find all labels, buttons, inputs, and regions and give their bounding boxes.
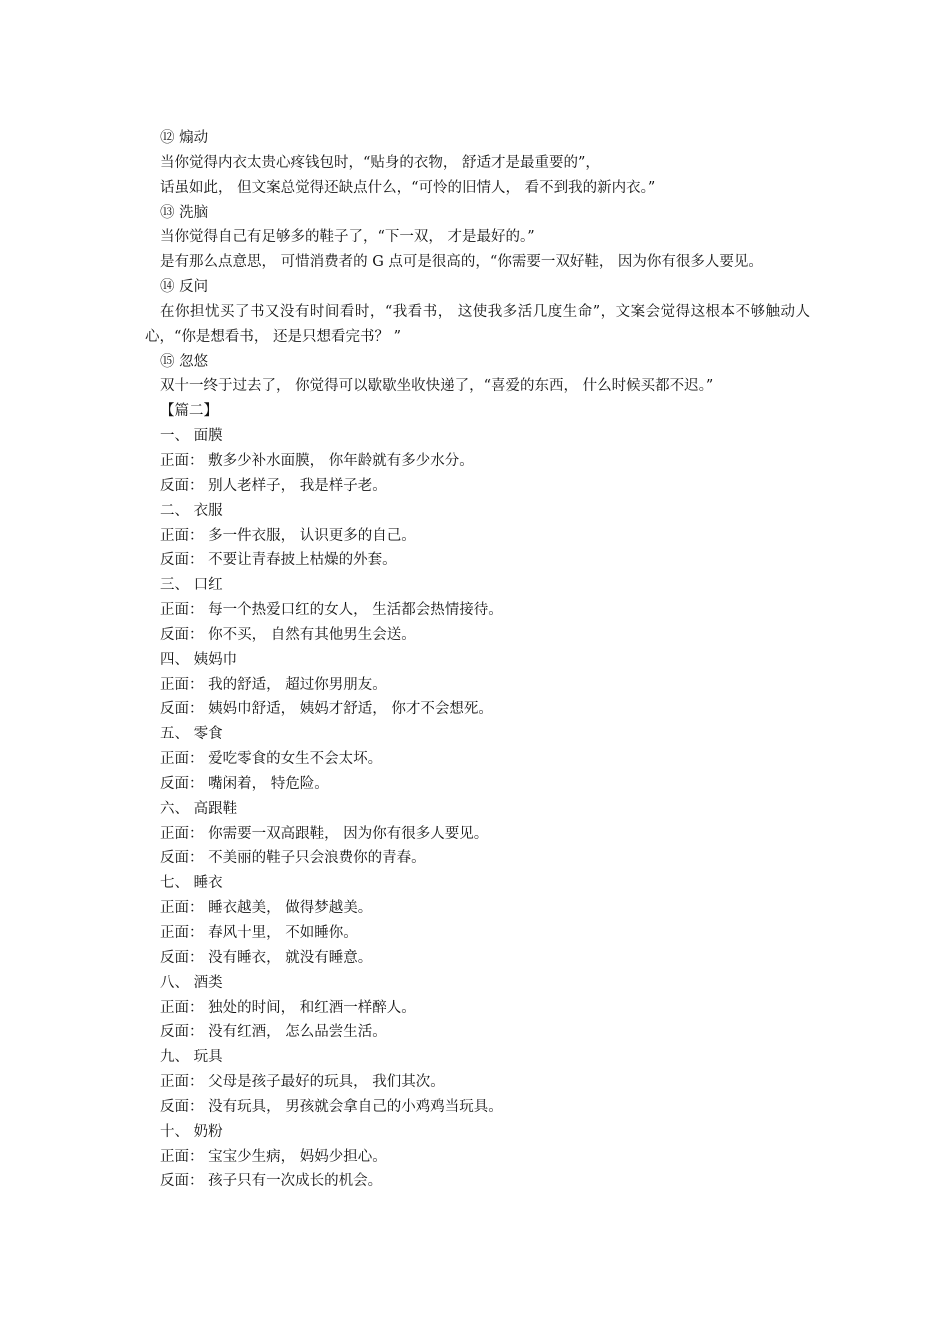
item-line: 反面： 姨妈巾舒适， 姨妈才舒适， 你才不会想死。	[160, 701, 493, 718]
item-line: 正面： 睡衣越美， 做得梦越美。	[160, 900, 373, 917]
item-line: 反面： 嘴闲着， 特危险。	[160, 775, 329, 792]
item-pajamas	[145, 871, 810, 970]
item-line: 正面： 多一件衣服， 认识更多的自己。	[160, 527, 416, 544]
subheading-12: ⑫ 煽动	[160, 130, 209, 146]
item-line: 反面： 没有玩具， 男孩就会拿自己的小鸡鸡当玩具。	[160, 1098, 503, 1115]
item-line: 正面： 我的舒适， 超过你男朋友。	[160, 676, 387, 693]
item-milk-powder	[145, 1120, 810, 1195]
subheading-15: ⑮ 忽悠	[160, 353, 209, 370]
item-heading: 一、 面膜	[160, 428, 223, 445]
subheading-13: ⑬ 洗脑	[160, 204, 209, 221]
text-line: 当你觉得内衣太贵心疼钱包时，“贴身的衣物， 舒适才是最重要的”，	[160, 154, 600, 171]
item-line: 反面： 没有红酒， 怎么品尝生活。	[160, 1024, 387, 1041]
text-line: 双十一终于过去了， 你觉得可以歇歇坐收快递了，“喜爱的东西， 什么时候买都不迟。”	[160, 378, 714, 395]
item-toys	[145, 1045, 810, 1120]
item-snacks	[145, 722, 810, 797]
item-line: 反面： 你不买， 自然有其他男生会送。	[160, 626, 416, 643]
item-line: 正面： 春风十里， 不如睡你。	[160, 925, 358, 941]
item-heading: 十、 奶粉	[160, 1123, 223, 1140]
item-line: 反面： 别人老样子， 我是样子老。	[160, 477, 387, 494]
item-heading: 七、 睡衣	[160, 875, 223, 892]
item-wine	[145, 971, 810, 1046]
item-heading: 八、 酒类	[160, 974, 223, 991]
item-line: 正面： 父母是孩子最好的玩具， 我们其次。	[160, 1074, 445, 1091]
item-line: 反面： 不要让青春披上枯燥的外套。	[160, 552, 397, 569]
document-body	[145, 126, 810, 1194]
item-line: 正面： 敷多少补水面膜， 你年龄就有多少水分。	[160, 452, 474, 469]
item-line: 反面： 不美丽的鞋子只会浪费你的青春。	[160, 850, 426, 867]
subheading-14: ⑭ 反问	[160, 279, 209, 296]
text-line: 当你觉得自己有足够多的鞋子了，“下一双， 才是最好的。”	[160, 229, 535, 246]
item-lipstick	[145, 573, 810, 648]
item-line: 反面： 孩子只有一次成长的机会。	[160, 1173, 383, 1190]
item-line: 反面： 没有睡衣， 就没有睡意。	[160, 949, 373, 966]
item-heading: 六、 高跟鞋	[160, 800, 238, 817]
text-paragraph: 是有那么点意思， 可惜消费者的 G 点可是很高的，“你需要一双好鞋， 因为你有很多人要见。	[160, 254, 763, 271]
item-line: 正面： 每一个热爱口红的女人， 生活都会热情接待。	[160, 602, 503, 619]
item-heading: 五、 零食	[160, 726, 223, 743]
item-line: 正面： 宝宝少生病， 妈妈少担心。	[160, 1148, 387, 1165]
item-heading: 四、 姨妈巾	[160, 651, 238, 668]
item-sanitary-pad	[145, 648, 810, 723]
item-line: 正面： 你需要一双高跟鞋， 因为你有很多人要见。	[160, 825, 489, 842]
item-line: 正面： 爱吃零食的女生不会太坏。	[160, 751, 383, 768]
item-high-heels	[145, 797, 810, 872]
item-heading: 二、 衣服	[160, 502, 223, 519]
section-title: 【篇二】	[160, 403, 218, 420]
item-heading: 三、 口红	[160, 577, 223, 594]
item-line: 正面： 独处的时间， 和红酒一样醉人。	[160, 999, 416, 1016]
item-heading: 九、 玩具	[160, 1049, 223, 1066]
text-line: 话虽如此， 但文案总觉得还缺点什么，“可怜的旧情人， 看不到我的新内衣。”	[160, 179, 656, 196]
item-clothes	[145, 499, 810, 574]
text-paragraph: 在你担忧买了书又没有时间看时，“我看书， 这使我多活几度生命”，文案会觉得这根本不够触动人心，“你是想看书， 还是只想看完书？ ”	[145, 303, 810, 345]
item-facial-mask	[145, 424, 810, 499]
